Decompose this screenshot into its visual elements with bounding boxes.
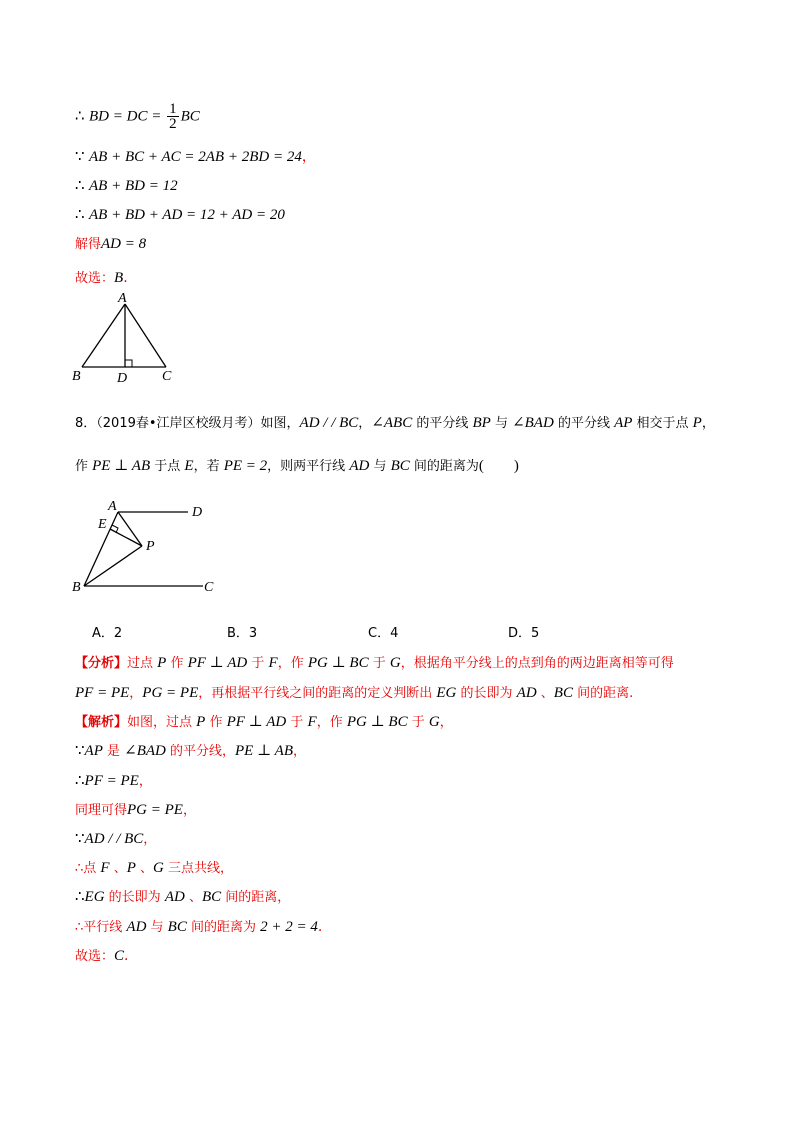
equation: BD = DC = [89, 108, 166, 125]
solution-line-2: ∵ AB + BC + AC = 2AB + 2BD = 24， [75, 149, 316, 165]
label-d: D [117, 371, 128, 384]
option-c[interactable]: C．4 [368, 626, 399, 641]
answer-options [92, 622, 592, 644]
option-b[interactable]: B．3 [227, 626, 258, 641]
solution-line-6: 故选：B. [75, 270, 128, 286]
label-d: D [192, 505, 203, 520]
solution-row-3: ∴PF = PE， [75, 773, 152, 789]
question-number: 8． [75, 416, 97, 431]
label-b: B [72, 369, 81, 384]
solution-row-1: 【解析】如图，过点 P 作 PF ⊥ AD 于 F，作 PG ⊥ BC 于 G， [75, 714, 453, 730]
solution-row-9: 故选：C. [75, 948, 129, 964]
solution-row-8: ∴平行线 AD 与 BC 间的距离为 2 + 2 = 4. [75, 919, 323, 935]
analysis-row-2: PF = PE，PG = PE，再根据平行线之间的距离的定义判断出 EG 的长即为 AD 、BC 间的距离. [75, 685, 634, 701]
therefore-symbol: ∴ [75, 108, 85, 125]
option-d[interactable]: D．5 [508, 626, 540, 641]
analysis-row-1: 【分析】过点 P 作 PF ⊥ AD 于 F，作 PG ⊥ BC 于 G，根据角平分线上的点到角的两边距离相等可得 [75, 655, 674, 671]
triangle-figure [70, 292, 180, 384]
solution-row-6: ∴点 F 、P 、G 三点共线， [75, 860, 234, 876]
label-b: B [72, 580, 81, 595]
fraction: $\frac{1}{2}$ [169, 101, 177, 132]
solution-row-4: 同理可得PG = PE， [75, 802, 196, 818]
label-c: C [204, 580, 214, 595]
label-e: E [98, 517, 107, 532]
solution-line-1: ∴ BD = DC = $\frac{1}{2}$ BC [75, 101, 200, 132]
solution-line-3: ∴ AB + BD = 12 [75, 178, 178, 194]
question-8-row-1: 8．（2019春•江岸区校级月考）如图，AD / / BC，∠ABC 的平分线 BP 与 ∠BAD 的平分线 AP 相交于点 P， [75, 415, 715, 431]
solution-tag: 【解析】 [75, 715, 128, 730]
question-8-row-2: 作 PE ⊥ AB 于点 E，若 PE = 2，则两平行线 AD 与 BC 间的距离为( ) [75, 458, 519, 474]
label-a: A [108, 499, 117, 514]
label-p: P [146, 539, 155, 554]
parallel-lines-figure [68, 498, 228, 600]
label-c: C [162, 369, 172, 384]
solution-row-2: ∵AP 是 ∠BAD 的平分线，PE ⊥ AB， [75, 743, 307, 759]
solution-line-4: ∴ AB + BD + AD = 12 + AD = 20 [75, 207, 285, 223]
label-a: A [118, 292, 127, 306]
solution-row-5: ∵AD / / BC， [75, 831, 157, 847]
analysis-tag: 【分析】 [75, 656, 128, 671]
option-a[interactable]: A．2 [92, 626, 123, 641]
solution-line-5: 解得AD = 8 [75, 236, 147, 252]
solution-row-7: ∴EG 的长即为 AD 、BC 间的距离， [75, 889, 291, 905]
